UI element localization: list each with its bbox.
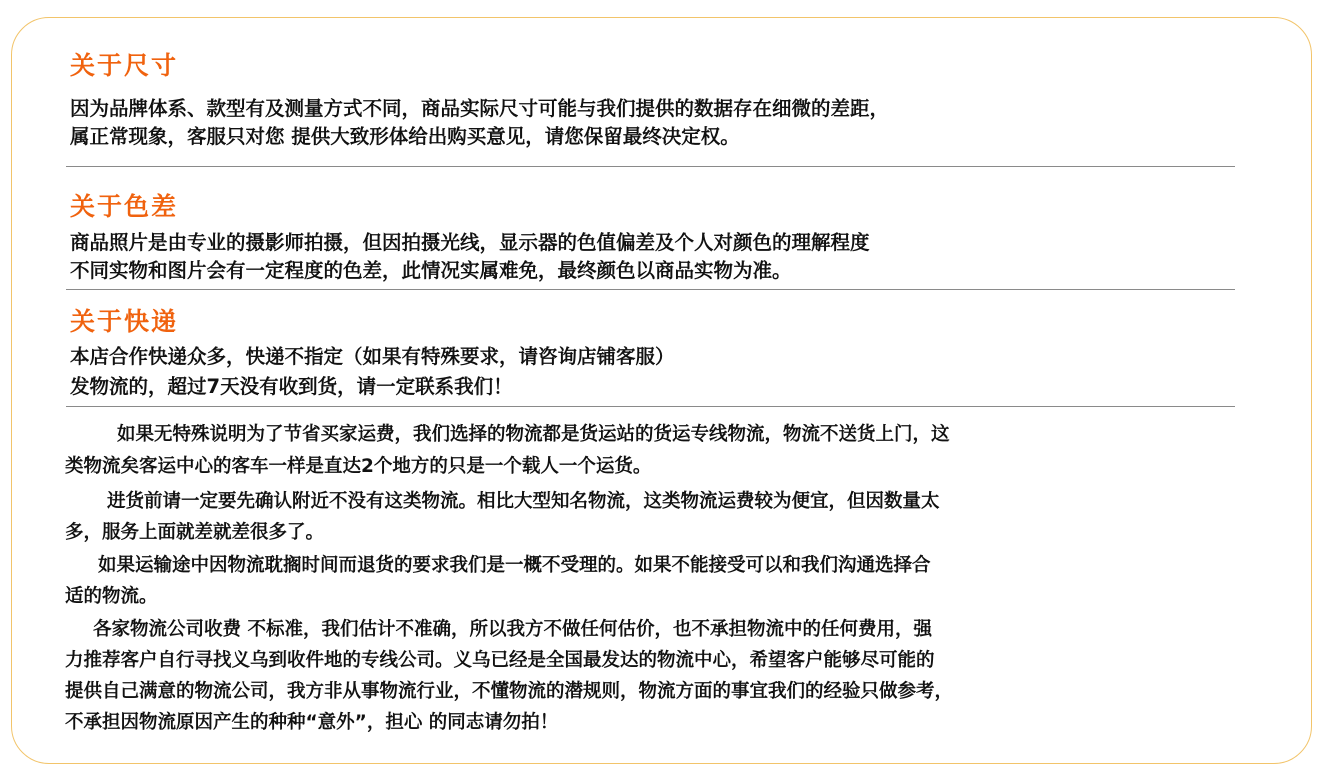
size-section-line-2: 属正常现象，客服只对您 提供大致形体给出购买意见，请您保留最终决定权。 (70, 125, 740, 148)
size-section-heading: 关于尺寸 (70, 51, 179, 80)
size-section-line-1: 因为品牌体系、款型有及测量方式不同，商品实际尺寸可能与我们提供的数据存在细微的差距， (70, 97, 890, 120)
color-section-line-2: 不同实物和图片会有一定程度的色差，此情况实属难免，最终颜色以商品实物为准。 (70, 259, 792, 282)
delivery-section-line-1: 本店合作快递众多，快递不指定（如果有特殊要求，请咨询店铺客服） (70, 345, 675, 368)
section-divider (66, 166, 1235, 167)
logistics-note-line: 进货前请一定要先确认附近不没有这类物流。相比大型知名物流，这类物流运费较为便宜，但因数量太 (107, 491, 940, 512)
logistics-note-line: 多，服务上面就差就差很多了。 (65, 522, 325, 543)
logistics-note-line: 不承担因物流原因产生的种种“意外”，担心 的同志请勿拍！ (65, 712, 559, 733)
section-divider (66, 289, 1235, 290)
delivery-section-heading: 关于快递 (70, 307, 179, 336)
section-divider (66, 406, 1235, 407)
color-section-line-1: 商品照片是由专业的摄影师拍摄，但因拍摄光线，显示器的色值偏差及个人对颜色的理解程度 (70, 231, 870, 254)
logistics-note-line: 适的物流。 (65, 586, 158, 607)
delivery-section-line-2: 发物流的，超过7天没有收到货，请一定联系我们！ (70, 375, 513, 398)
logistics-note-line: 类物流矣客运中心的客车一样是直达2个地方的只是一个载人一个运货。 (65, 456, 652, 477)
logistics-note-line: 各家物流公司收费 不标准，我们估计不准确，所以我方不做任何估价，也不承担物流中的任何费用，强 (93, 619, 932, 640)
logistics-note-line: 提供自己满意的物流公司，我方非从事物流行业，不懂物流的潜规则，物流方面的事宜我们的经验只做参考， (65, 681, 954, 702)
logistics-note-line: 力推荐客户自行寻找义乌到收件地的专线公司。义乌已经是全国最发达的物流中心，希望客户能够尽可能的 (65, 650, 935, 671)
logistics-note-line: 如果无特殊说明为了节省买家运费，我们选择的物流都是货运站的货运专线物流，物流不送货上门，这 (117, 424, 950, 445)
color-section-heading: 关于色差 (70, 192, 179, 221)
logistics-note-line: 如果运输途中因物流耽搁时间而退货的要求我们是一概不受理的。如果不能接受可以和我们沟通选择合 (98, 555, 931, 576)
